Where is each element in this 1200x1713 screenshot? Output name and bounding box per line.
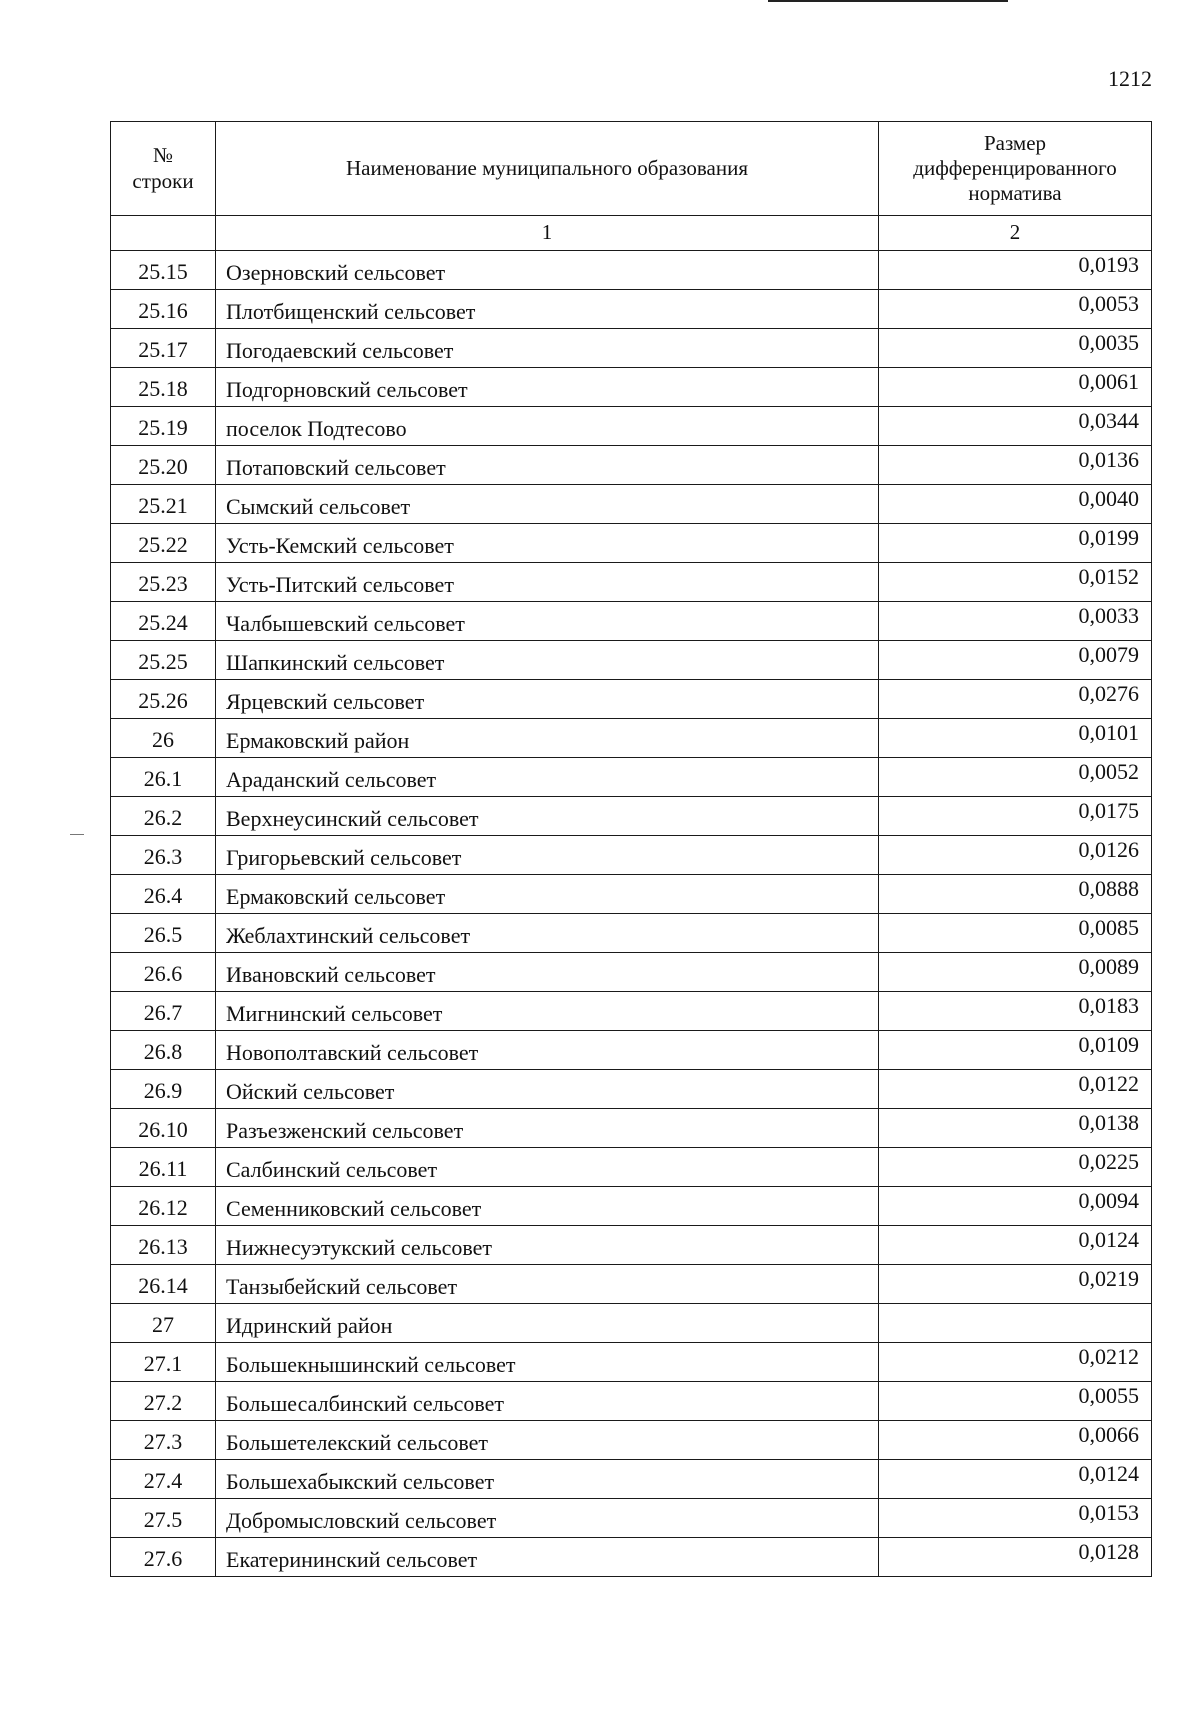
column-number-2: 2	[879, 216, 1152, 251]
municipality-name: Верхнеусинский сельсовет	[216, 797, 879, 836]
municipality-name: Ивановский сельсовет	[216, 953, 879, 992]
table-row	[111, 563, 1152, 602]
table-row	[111, 992, 1152, 1031]
municipality-name: Шапкинский сельсовет	[216, 641, 879, 680]
row-number: 26.1	[111, 758, 216, 797]
municipality-name: Сымский сельсовет	[216, 485, 879, 524]
table-row	[111, 1499, 1152, 1538]
table-row	[111, 1109, 1152, 1148]
row-number: 26.10	[111, 1109, 216, 1148]
table-body	[111, 251, 1152, 1577]
table-row	[111, 407, 1152, 446]
municipality-name: Добромысловский сельсовет	[216, 1499, 879, 1538]
norm-value: 0,0089	[879, 953, 1152, 992]
column-number-row	[111, 216, 1152, 251]
row-number: 25.16	[111, 290, 216, 329]
municipality-name: Екатерининский сельсовет	[216, 1538, 879, 1577]
table-row	[111, 1070, 1152, 1109]
norms-table	[110, 121, 1152, 1577]
row-number: 27	[111, 1304, 216, 1343]
row-number: 27.5	[111, 1499, 216, 1538]
norm-value: 0,0219	[879, 1265, 1152, 1304]
table-row	[111, 836, 1152, 875]
table-row	[111, 875, 1152, 914]
header-row-number	[111, 122, 216, 216]
table-row	[111, 1421, 1152, 1460]
margin-mark	[70, 834, 84, 835]
row-number: 26.3	[111, 836, 216, 875]
row-number: 25.22	[111, 524, 216, 563]
municipality-name: Погодаевский сельсовет	[216, 329, 879, 368]
table-row	[111, 1343, 1152, 1382]
municipality-name: Большетелекский сельсовет	[216, 1421, 879, 1460]
table-row	[111, 524, 1152, 563]
municipality-name: Новополтавский сельсовет	[216, 1031, 879, 1070]
row-number: 27.2	[111, 1382, 216, 1421]
norm-value: 0,0109	[879, 1031, 1152, 1070]
header-norm-line3: норматива	[968, 181, 1062, 206]
row-number: 26.5	[111, 914, 216, 953]
municipality-name: Салбинский сельсовет	[216, 1148, 879, 1187]
header-norm-line2: дифференцированного	[913, 155, 1117, 180]
norm-value: 0,0212	[879, 1343, 1152, 1382]
norm-value: 0,0153	[879, 1499, 1152, 1538]
row-number: 25.19	[111, 407, 216, 446]
header-municipality-name: Наименование муниципального образования	[216, 122, 879, 216]
municipality-name: Ермаковский район	[216, 719, 879, 758]
row-number: 27.6	[111, 1538, 216, 1577]
table-row	[111, 680, 1152, 719]
norm-value: 0,0040	[879, 485, 1152, 524]
municipality-name: Большесалбинский сельсовет	[216, 1382, 879, 1421]
norm-value: 0,0138	[879, 1109, 1152, 1148]
table-row	[111, 953, 1152, 992]
table-row	[111, 1382, 1152, 1421]
row-number: 25.20	[111, 446, 216, 485]
municipality-name: Григорьевский сельсовет	[216, 836, 879, 875]
norm-value: 0,0126	[879, 836, 1152, 875]
norm-value: 0,0052	[879, 758, 1152, 797]
norm-value: 0,0199	[879, 524, 1152, 563]
norm-value: 0,0193	[879, 251, 1152, 290]
norm-value: 0,0276	[879, 680, 1152, 719]
norm-value: 0,0183	[879, 992, 1152, 1031]
row-number: 25.25	[111, 641, 216, 680]
norm-value: 0,0085	[879, 914, 1152, 953]
row-number: 27.1	[111, 1343, 216, 1382]
row-number: 26.12	[111, 1187, 216, 1226]
municipality-name: Усть-Кемский сельсовет	[216, 524, 879, 563]
norm-value: 0,0033	[879, 602, 1152, 641]
row-number: 25.15	[111, 251, 216, 290]
row-number: 26.6	[111, 953, 216, 992]
row-number: 27.4	[111, 1460, 216, 1499]
row-number: 26.4	[111, 875, 216, 914]
norm-value	[879, 1304, 1152, 1343]
norm-value: 0,0344	[879, 407, 1152, 446]
table-row	[111, 1148, 1152, 1187]
municipality-name: Большекнышинский сельсовет	[216, 1343, 879, 1382]
row-number: 25.24	[111, 602, 216, 641]
row-number: 26.14	[111, 1265, 216, 1304]
table-header	[111, 122, 1152, 251]
table-row	[111, 914, 1152, 953]
row-number: 27.3	[111, 1421, 216, 1460]
header-norm-size	[879, 122, 1152, 216]
municipality-name: Ярцевский сельсовет	[216, 680, 879, 719]
table-row	[111, 602, 1152, 641]
municipality-name: Потаповский сельсовет	[216, 446, 879, 485]
municipality-name: Разъезженский сельсовет	[216, 1109, 879, 1148]
norm-value: 0,0124	[879, 1460, 1152, 1499]
table-row	[111, 719, 1152, 758]
table-row	[111, 1031, 1152, 1070]
table-row	[111, 290, 1152, 329]
table-row	[111, 1304, 1152, 1343]
municipality-name: Жеблахтинский сельсовет	[216, 914, 879, 953]
municipality-name: Большехабыкский сельсовет	[216, 1460, 879, 1499]
norm-value: 0,0053	[879, 290, 1152, 329]
municipality-name: Мигнинский сельсовет	[216, 992, 879, 1031]
table-row	[111, 797, 1152, 836]
top-rule	[768, 0, 1008, 2]
norm-value: 0,0101	[879, 719, 1152, 758]
municipality-name: Ермаковский сельсовет	[216, 875, 879, 914]
municipality-name: поселок Подтесово	[216, 407, 879, 446]
header-number-sign: №	[152, 143, 174, 168]
table-row	[111, 641, 1152, 680]
norm-value: 0,0225	[879, 1148, 1152, 1187]
table-row	[111, 368, 1152, 407]
norm-value: 0,0035	[879, 329, 1152, 368]
row-number: 26.11	[111, 1148, 216, 1187]
column-number-1: 1	[216, 216, 879, 251]
municipality-name: Подгорновский сельсовет	[216, 368, 879, 407]
table-row	[111, 446, 1152, 485]
table-row	[111, 1226, 1152, 1265]
municipality-name: Усть-Питский сельсовет	[216, 563, 879, 602]
municipality-name: Ойский сельсовет	[216, 1070, 879, 1109]
row-number: 26.7	[111, 992, 216, 1031]
row-number: 25.18	[111, 368, 216, 407]
column-number-empty	[111, 216, 216, 251]
norm-value: 0,0152	[879, 563, 1152, 602]
header-number-word: строки	[132, 168, 194, 193]
table-row	[111, 1460, 1152, 1499]
table-row	[111, 758, 1152, 797]
row-number: 26.2	[111, 797, 216, 836]
header-norm-line1: Размер	[983, 130, 1047, 155]
norm-value: 0,0175	[879, 797, 1152, 836]
norm-value: 0,0888	[879, 875, 1152, 914]
municipality-name: Танзыбейский сельсовет	[216, 1265, 879, 1304]
norm-value: 0,0094	[879, 1187, 1152, 1226]
row-number: 25.21	[111, 485, 216, 524]
municipality-name: Идринский район	[216, 1304, 879, 1343]
norm-value: 0,0061	[879, 368, 1152, 407]
table-row	[111, 1538, 1152, 1577]
row-number: 25.26	[111, 680, 216, 719]
row-number: 26.13	[111, 1226, 216, 1265]
municipality-name: Чалбышевский сельсовет	[216, 602, 879, 641]
municipality-name: Плотбищенский сельсовет	[216, 290, 879, 329]
municipality-name: Семенниковский сельсовет	[216, 1187, 879, 1226]
norm-value: 0,0079	[879, 641, 1152, 680]
municipality-name: Нижнесуэтукский сельсовет	[216, 1226, 879, 1265]
row-number: 25.17	[111, 329, 216, 368]
table-row	[111, 1265, 1152, 1304]
norm-value: 0,0122	[879, 1070, 1152, 1109]
page-number: 1212	[1108, 66, 1152, 91]
norm-value: 0,0055	[879, 1382, 1152, 1421]
row-number: 26.8	[111, 1031, 216, 1070]
table-row	[111, 485, 1152, 524]
row-number: 25.23	[111, 563, 216, 602]
norm-value: 0,0128	[879, 1538, 1152, 1577]
municipality-name: Озерновский сельсовет	[216, 251, 879, 290]
norm-value: 0,0124	[879, 1226, 1152, 1265]
table-row	[111, 1187, 1152, 1226]
table-row	[111, 251, 1152, 290]
municipality-name: Араданский сельсовет	[216, 758, 879, 797]
row-number: 26	[111, 719, 216, 758]
norm-value: 0,0066	[879, 1421, 1152, 1460]
norm-value: 0,0136	[879, 446, 1152, 485]
row-number: 26.9	[111, 1070, 216, 1109]
table-row	[111, 329, 1152, 368]
